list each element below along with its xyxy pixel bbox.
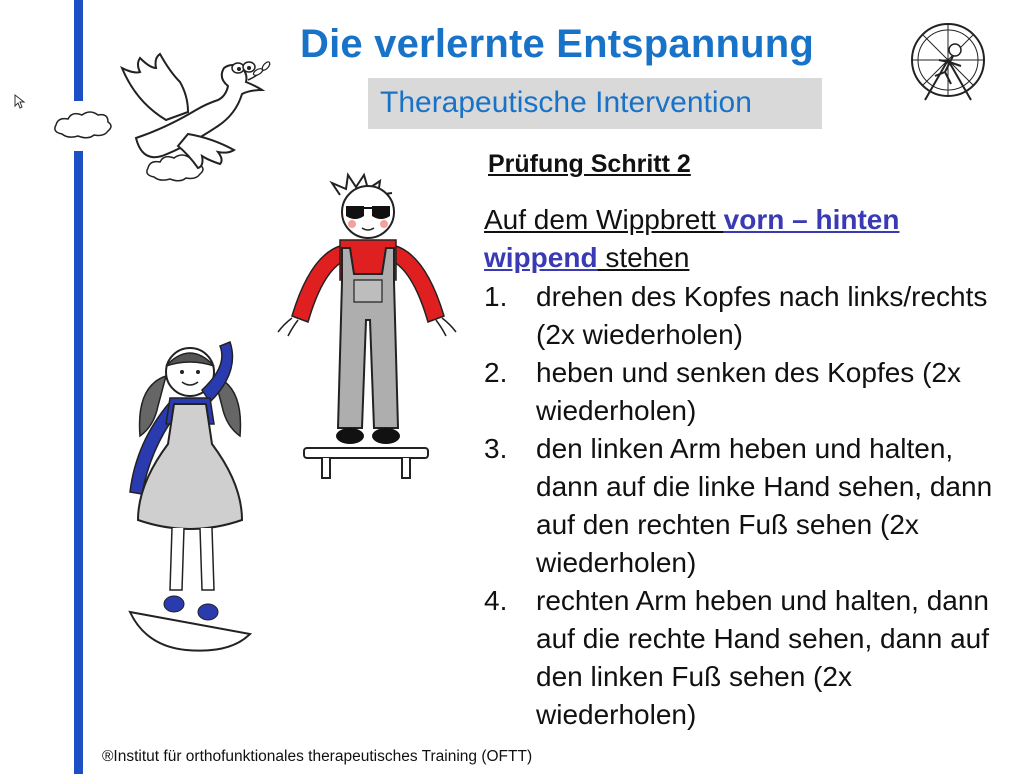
instruction-intro [484, 201, 984, 277]
intro-suffix: stehen [597, 242, 690, 273]
step-heading: Prüfung Schritt 2 [488, 150, 691, 178]
step-text: rechten Arm heben und halten, dann auf die rechte Hand sehen, dann auf den linken Fuß sehen (2x wiederholen) [536, 585, 990, 730]
step-text: den linken Arm heben und halten, dann auf die linke Hand sehen, dann auf den rechten Fuß sehen (2x wiederholen) [536, 433, 993, 578]
dove-illustration [48, 40, 278, 190]
steps-list [484, 278, 1004, 734]
list-item [484, 354, 1004, 430]
list-item [484, 582, 1004, 734]
step-text: heben und senken des Kopfes (2x wiederholen) [536, 357, 961, 426]
list-item [484, 430, 1004, 582]
intro-highlight-2: wippend [484, 242, 598, 273]
list-item [484, 278, 1004, 354]
step-text: drehen des Kopfes nach links/rechts (2x wiederholen) [536, 281, 988, 350]
boy-on-balance-board-illustration [270, 170, 460, 490]
hamster-wheel-illustration [905, 20, 991, 104]
cloud-icon [55, 112, 111, 138]
slide-subtitle: Therapeutische Intervention [380, 86, 752, 119]
intro-highlight-1: vorn – hinten [723, 204, 900, 235]
girl-on-rocker-board-illustration [120, 340, 260, 660]
step-number: 3. [484, 433, 508, 464]
footer-copyright: ®Institut für orthofunktionales therapeutisches Training (OFTT) [102, 748, 533, 765]
mouse-cursor-icon [14, 94, 26, 110]
step-number: 4. [484, 585, 508, 616]
intro-prefix: Auf dem Wippbrett [484, 204, 724, 235]
slide-title: Die verlernte Entspannung [300, 22, 814, 66]
step-number: 1. [484, 281, 508, 312]
step-number: 2. [484, 357, 508, 388]
